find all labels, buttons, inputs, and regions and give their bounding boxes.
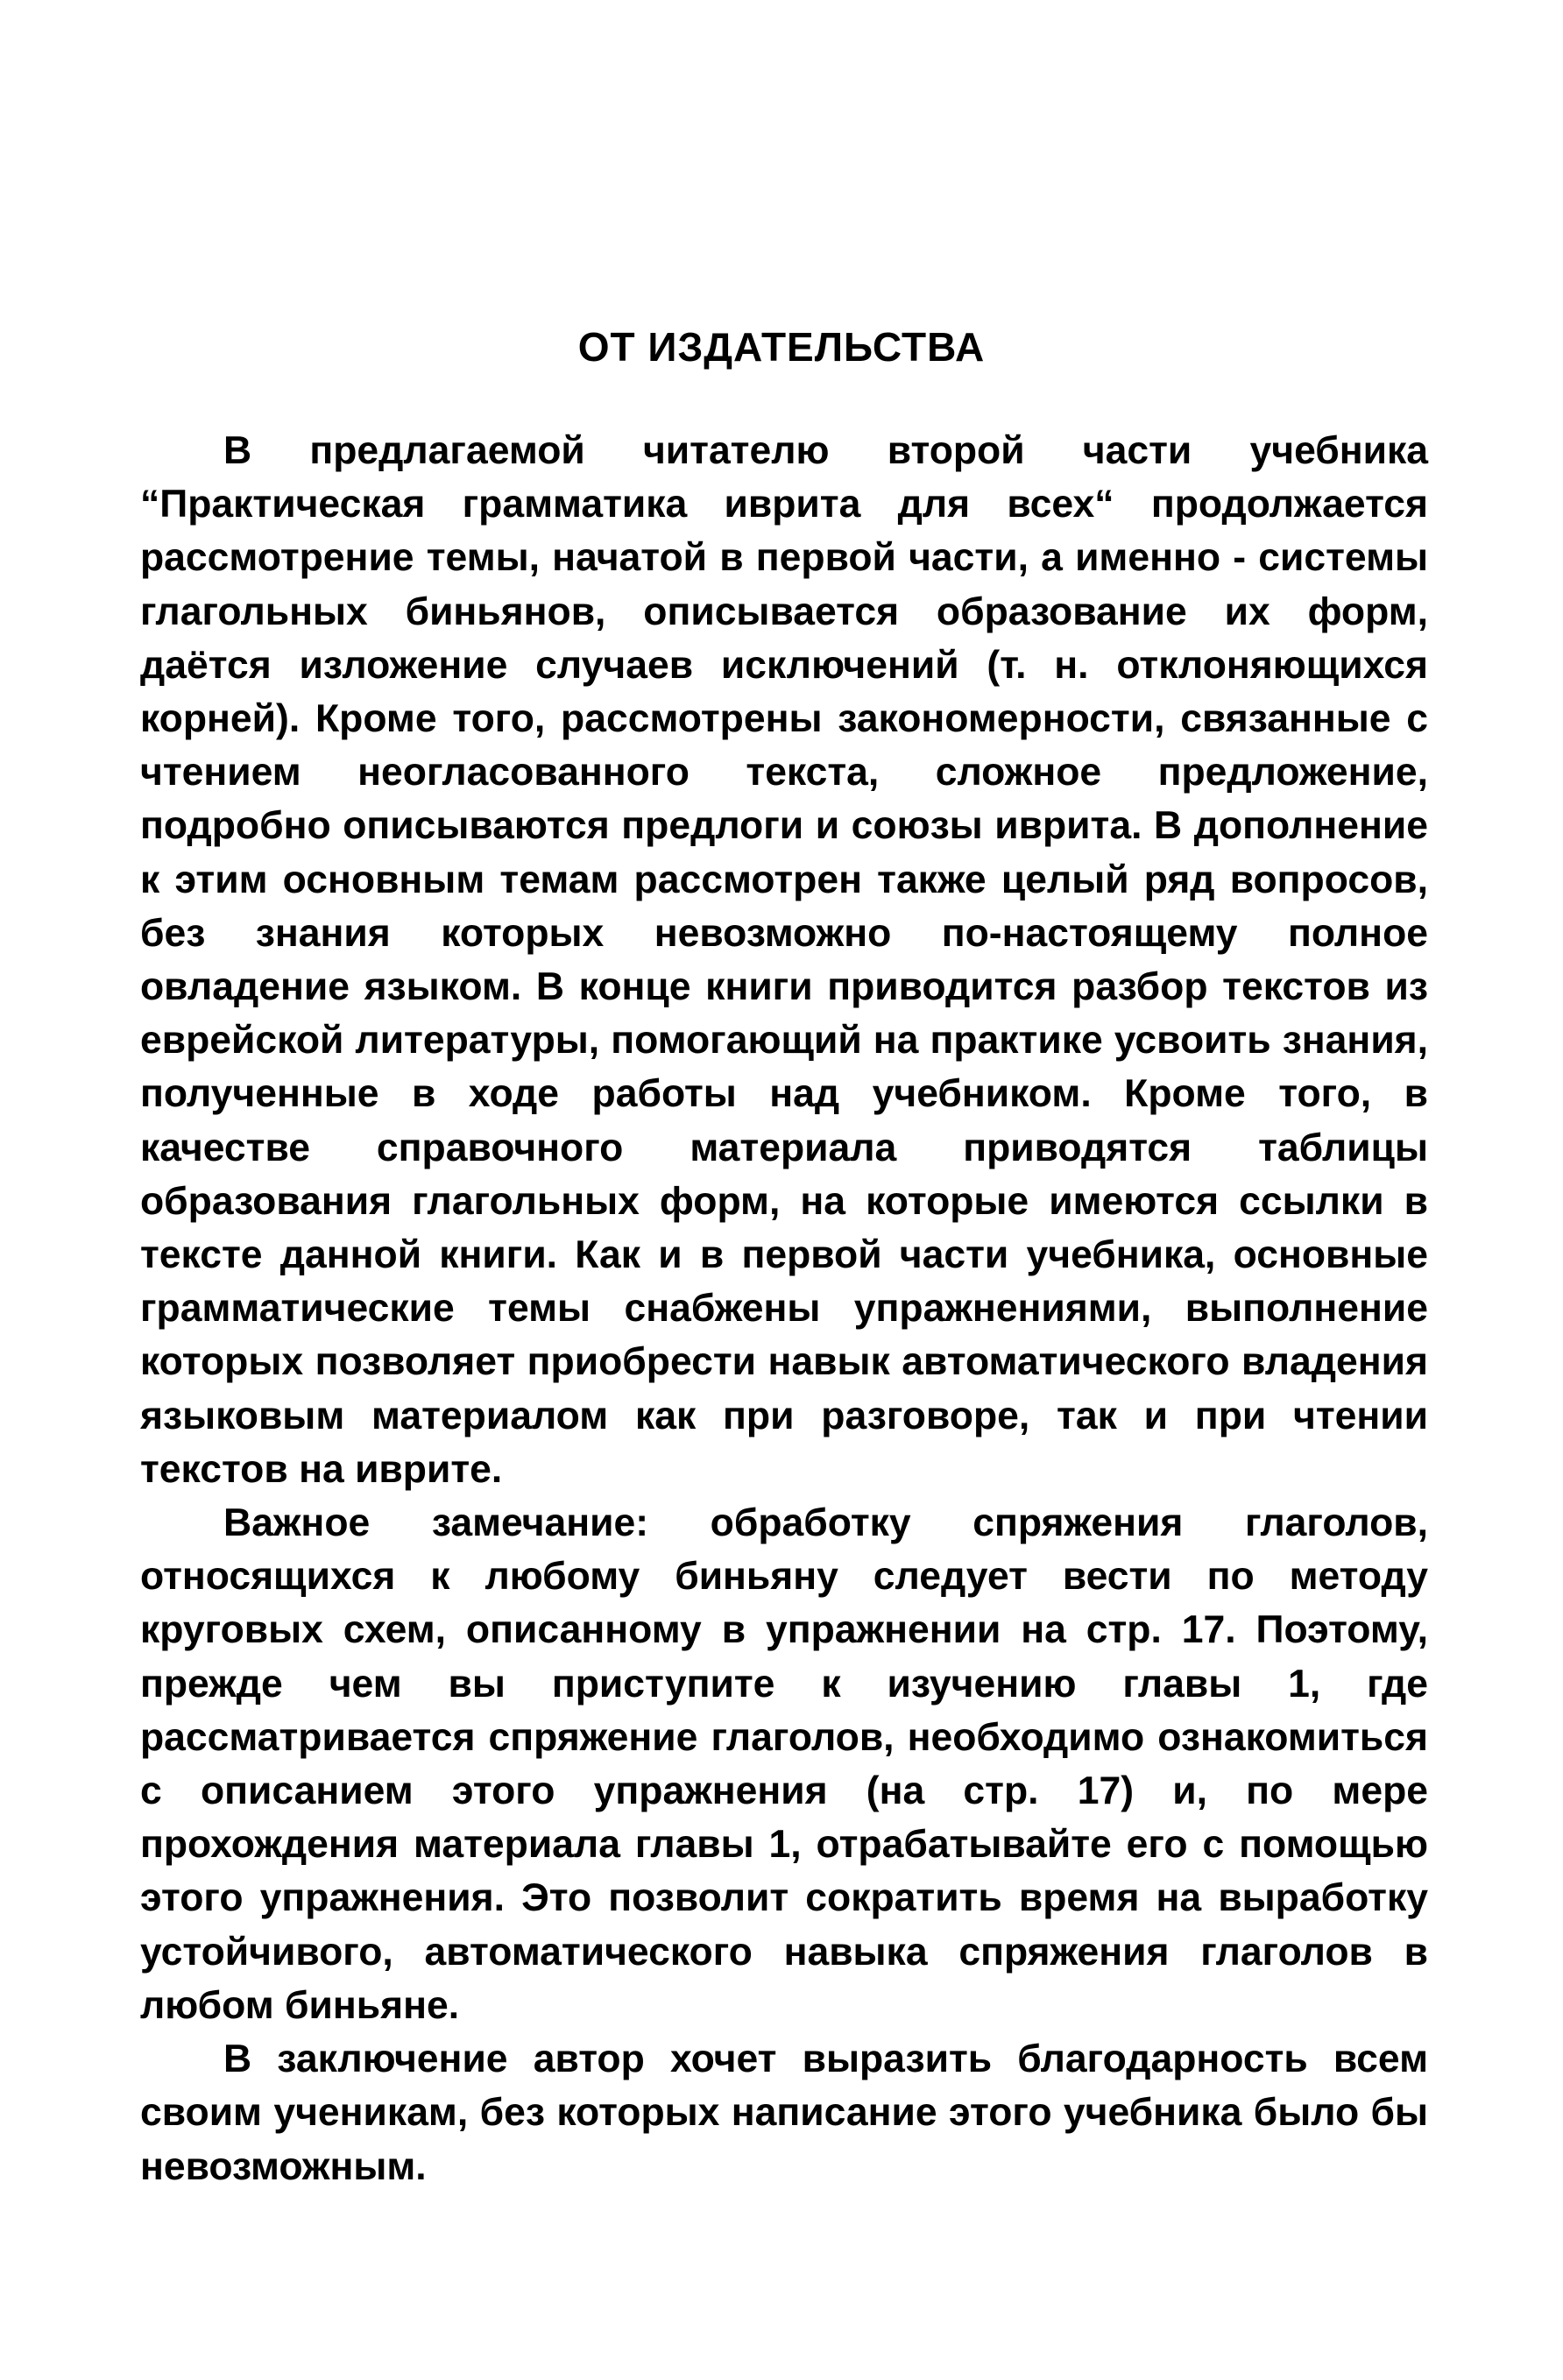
paragraph-conclusion: В заключение автор хочет выразить благодарность всем своим ученикам, без которых написание этого учебника было бы невозможным. xyxy=(140,2037,1428,2188)
paragraph-intro: В предлагаемой читателю второй части учебника “Практическая грамматика иврита для всех“ продолжается рассмотрение темы, начатой в первой части, а именно - системы глагольных биньянов, описывается образование их форм, даётся изложение случаев исключений (т. н. отклоняющихся корней). Кроме того, рассмотрены закономерности, связанные с чтением неогласованного текста, сложное предложение, подробно описываются предлоги и союзы иврита. В дополнение к этим основным темам рассмотрен также целый ряд вопросов, без знания которых невозможно по-настоящему полное овладение языком. В конце книги приводится разбор текстов из еврейской литературы, помогающий на практике усвоить знания, полученные в ходе работы над учебником. Кроме того, в качестве справочного материала приводятся таблицы образования глагольных форм, на которые имеются ссылки в тексте данной книги. Как и в первой части учебника, основные грамматические темы снабжены упражнениями, выполнение которых позволяет приобрести навык автоматического владения языковым материалом как при разговоре, так и при чтении текстов на иврите. xyxy=(140,429,1428,1491)
paragraph-important-note: Важное замечание: обработку спряжения глаголов, относящихся к любому биньяну следует вести по методу круговых схем, описанному в упражнении на стр. 17. Поэтому, прежде чем вы приступите к изучению главы 1, где рассматривается спряжение глаголов, необходимо ознакомиться с описанием этого упражнения (на стр. 17) и, по мере прохождения материала главы 1, отрабатывайте его с помощью этого упражнения. Это позволит сократить время на выработку устойчивого, автоматического навыка спряжения глаголов в любом биньяне. xyxy=(140,1501,1428,2027)
page-title: ОТ ИЗДАТЕЛЬСТВА xyxy=(577,324,986,370)
body-text xyxy=(140,424,1428,2193)
